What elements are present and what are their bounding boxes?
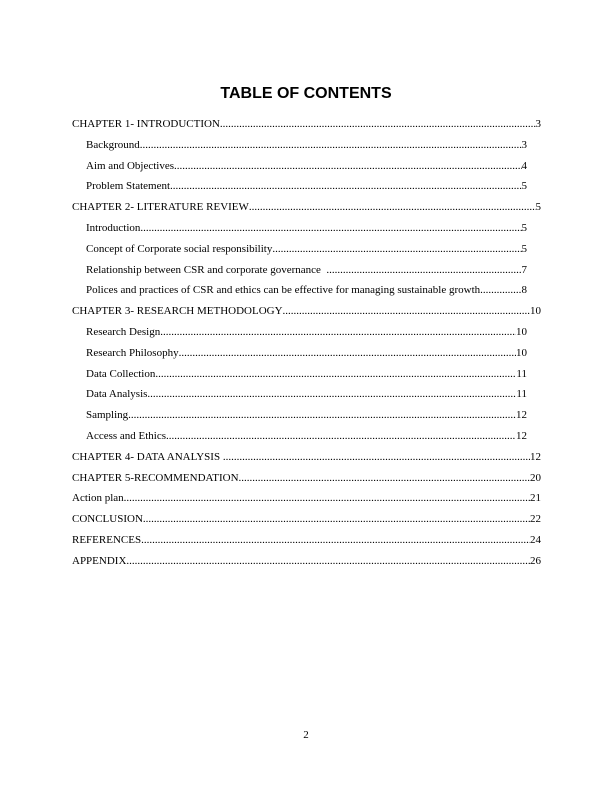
toc-entry[interactable]	[72, 488, 541, 509]
toc-entry-label: Polices and practices of CSR and ethics can be effective for managing sustainable growth.	[86, 284, 483, 297]
toc-entry-label: CHAPTER 2- LITERATURE REVIEW	[72, 201, 249, 214]
toc-entry-label: Introduction	[86, 221, 141, 234]
toc-entry-label: Problem Statement	[86, 180, 171, 193]
toc-entry-label: Relationship between CSR and corporate governance	[86, 263, 327, 276]
toc-entry-page: 12	[516, 409, 527, 422]
toc-entry-page: 24	[530, 533, 541, 546]
toc-dot-leader	[128, 405, 516, 426]
toc-entry[interactable]	[86, 384, 527, 405]
toc-entry[interactable]	[72, 197, 541, 218]
table-of-contents	[0, 114, 612, 572]
toc-dot-leader	[140, 135, 522, 156]
toc-dot-leader	[283, 301, 530, 322]
toc-entry[interactable]	[72, 530, 541, 551]
toc-entry[interactable]	[86, 239, 527, 260]
toc-dot-leader	[160, 322, 516, 343]
toc-entry-page: 11	[516, 367, 527, 380]
toc-entry-page: 11	[516, 388, 527, 401]
toc-entry-page: 12	[516, 429, 527, 442]
toc-entry[interactable]	[86, 322, 527, 343]
toc-entry-page: 10	[530, 305, 541, 318]
toc-dot-leader	[174, 156, 522, 177]
toc-entry-label: CHAPTER 5-RECOMMENDATION	[72, 471, 239, 484]
toc-entry-label: CHAPTER 1- INTRODUCTION	[72, 118, 220, 130]
toc-entry-label: Action plan	[72, 492, 124, 505]
toc-dot-leader	[220, 114, 536, 135]
toc-entry-page: 26	[530, 554, 541, 567]
toc-entry-label: Access and Ethics	[86, 429, 167, 442]
toc-dot-leader	[140, 218, 521, 239]
toc-entry[interactable]	[86, 156, 527, 177]
toc-entry-label: Sampling	[86, 409, 129, 422]
toc-entry[interactable]	[72, 468, 541, 489]
toc-entry-label: Data Collection	[86, 367, 156, 380]
toc-dot-leader	[141, 530, 530, 551]
toc-entry[interactable]	[86, 135, 527, 156]
toc-entry[interactable]	[72, 551, 541, 572]
toc-dot-leader	[326, 260, 521, 281]
toc-dot-leader	[272, 239, 521, 260]
toc-entry-label: CHAPTER 4- DATA ANALYSIS	[72, 450, 223, 463]
toc-entry-label: Data Analysis	[86, 388, 148, 401]
toc-dot-leader	[143, 509, 530, 530]
toc-entry[interactable]	[86, 260, 527, 281]
toc-dot-leader	[483, 280, 522, 301]
toc-entry-page: 10	[516, 325, 527, 338]
toc-entry[interactable]	[72, 509, 541, 530]
toc-entry-page: 4	[521, 159, 527, 172]
toc-dot-leader	[155, 364, 516, 385]
toc-entry-label: Research Philosophy	[86, 346, 179, 359]
toc-entry[interactable]	[72, 301, 541, 322]
toc-entry[interactable]	[86, 343, 527, 364]
toc-entry[interactable]	[86, 218, 527, 239]
toc-entry-page: 7	[521, 263, 527, 276]
toc-entry-page: 5	[521, 221, 527, 234]
toc-entry-page: 5	[521, 242, 527, 255]
toc-dot-leader	[249, 197, 536, 218]
toc-entry-page: 22	[530, 513, 541, 526]
toc-entry-label: Aim and Objectives	[86, 159, 174, 172]
toc-dot-leader	[223, 447, 530, 468]
toc-entry-label: Research Design	[86, 325, 161, 338]
toc-entry[interactable]	[86, 405, 527, 426]
toc-dot-leader	[166, 426, 516, 447]
toc-entry-page: 3	[521, 138, 527, 151]
toc-dot-leader	[124, 488, 530, 509]
toc-entry-page: 20	[530, 471, 541, 484]
toc-entry-page: 3	[535, 118, 541, 130]
page-number: 2	[303, 729, 309, 741]
toc-dot-leader	[179, 343, 516, 364]
toc-entry[interactable]	[72, 447, 541, 468]
toc-entry-page: 5	[535, 201, 541, 214]
toc-entry[interactable]	[86, 280, 527, 301]
toc-entry-page: 5	[521, 180, 527, 193]
toc-entry-page: 12	[530, 450, 541, 463]
toc-entry-label: CONCLUSION	[72, 513, 143, 526]
toc-entry-label: CHAPTER 3- RESEARCH METHODOLOGY	[72, 305, 283, 318]
toc-dot-leader	[126, 551, 530, 572]
page-title: TABLE OF CONTENTS	[220, 85, 392, 102]
toc-dot-leader	[170, 176, 521, 197]
toc-entry[interactable]	[86, 176, 527, 197]
toc-entry-page: 21	[530, 492, 541, 505]
toc-entry-label: Background	[86, 138, 140, 151]
toc-entry-label: APPENDIX	[72, 554, 127, 567]
toc-entry[interactable]	[86, 426, 527, 447]
toc-entry-page: 8	[521, 284, 527, 297]
toc-dot-leader	[147, 384, 516, 405]
toc-dot-leader	[239, 468, 530, 489]
toc-entry-label: Concept of Corporate social responsibility	[86, 242, 273, 255]
toc-entry[interactable]	[72, 114, 541, 135]
toc-entry-label: REFERENCES	[72, 533, 142, 546]
toc-entry-page: 10	[516, 346, 527, 359]
toc-entry[interactable]	[86, 364, 527, 385]
